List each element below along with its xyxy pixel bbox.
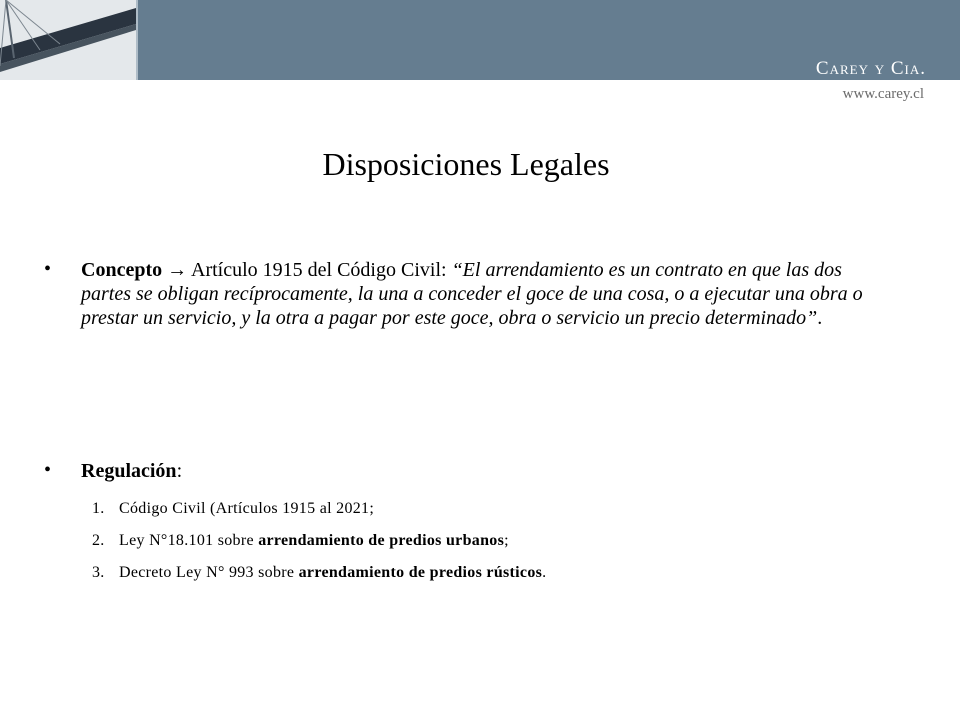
regulation-list xyxy=(92,493,546,589)
concept-label: Concepto xyxy=(81,259,163,281)
concept-lead: Artículo 1915 del Código Civil: xyxy=(187,259,452,281)
concept-paragraph xyxy=(81,258,881,330)
list-item xyxy=(92,557,546,589)
list-number: 2. xyxy=(92,532,105,549)
list-text: Código Civil (Artículos 1915 al 2021; xyxy=(119,500,375,517)
bullet-icon: • xyxy=(44,459,52,481)
bullet-icon: • xyxy=(44,258,52,280)
arrow-icon: → xyxy=(167,259,188,281)
concept-tail: . xyxy=(817,307,823,329)
list-number: 3. xyxy=(92,564,105,581)
list-item xyxy=(92,493,546,525)
regulation-heading xyxy=(81,459,881,483)
list-item xyxy=(92,525,546,557)
header-divider xyxy=(136,0,138,80)
brand-logo: Carey y Cia. xyxy=(815,58,926,79)
regulation-colon: : xyxy=(176,460,183,482)
header-banner xyxy=(0,0,960,80)
list-text: Decreto Ley N° 993 sobre arrendamiento de predios rústicos. xyxy=(119,564,547,581)
bridge-photo xyxy=(0,0,136,80)
website-link[interactable]: www.carey.cl xyxy=(842,86,924,102)
concept-quote: “El arrendamiento es un contrato en que las dos partes se obligan recíprocamente, la una a conceder el goce de una cosa, o a ejecutar una obra o prestar un servicio, y la otra a pagar por este goce, obra o servicio un precio determinado” xyxy=(81,259,863,329)
slide-title: Disposiciones Legales xyxy=(322,146,610,182)
regulation-label: Regulación xyxy=(81,460,177,482)
list-number: 1. xyxy=(92,500,105,517)
list-text: Ley N°18.101 sobre arrendamiento de predios urbanos; xyxy=(119,532,509,549)
